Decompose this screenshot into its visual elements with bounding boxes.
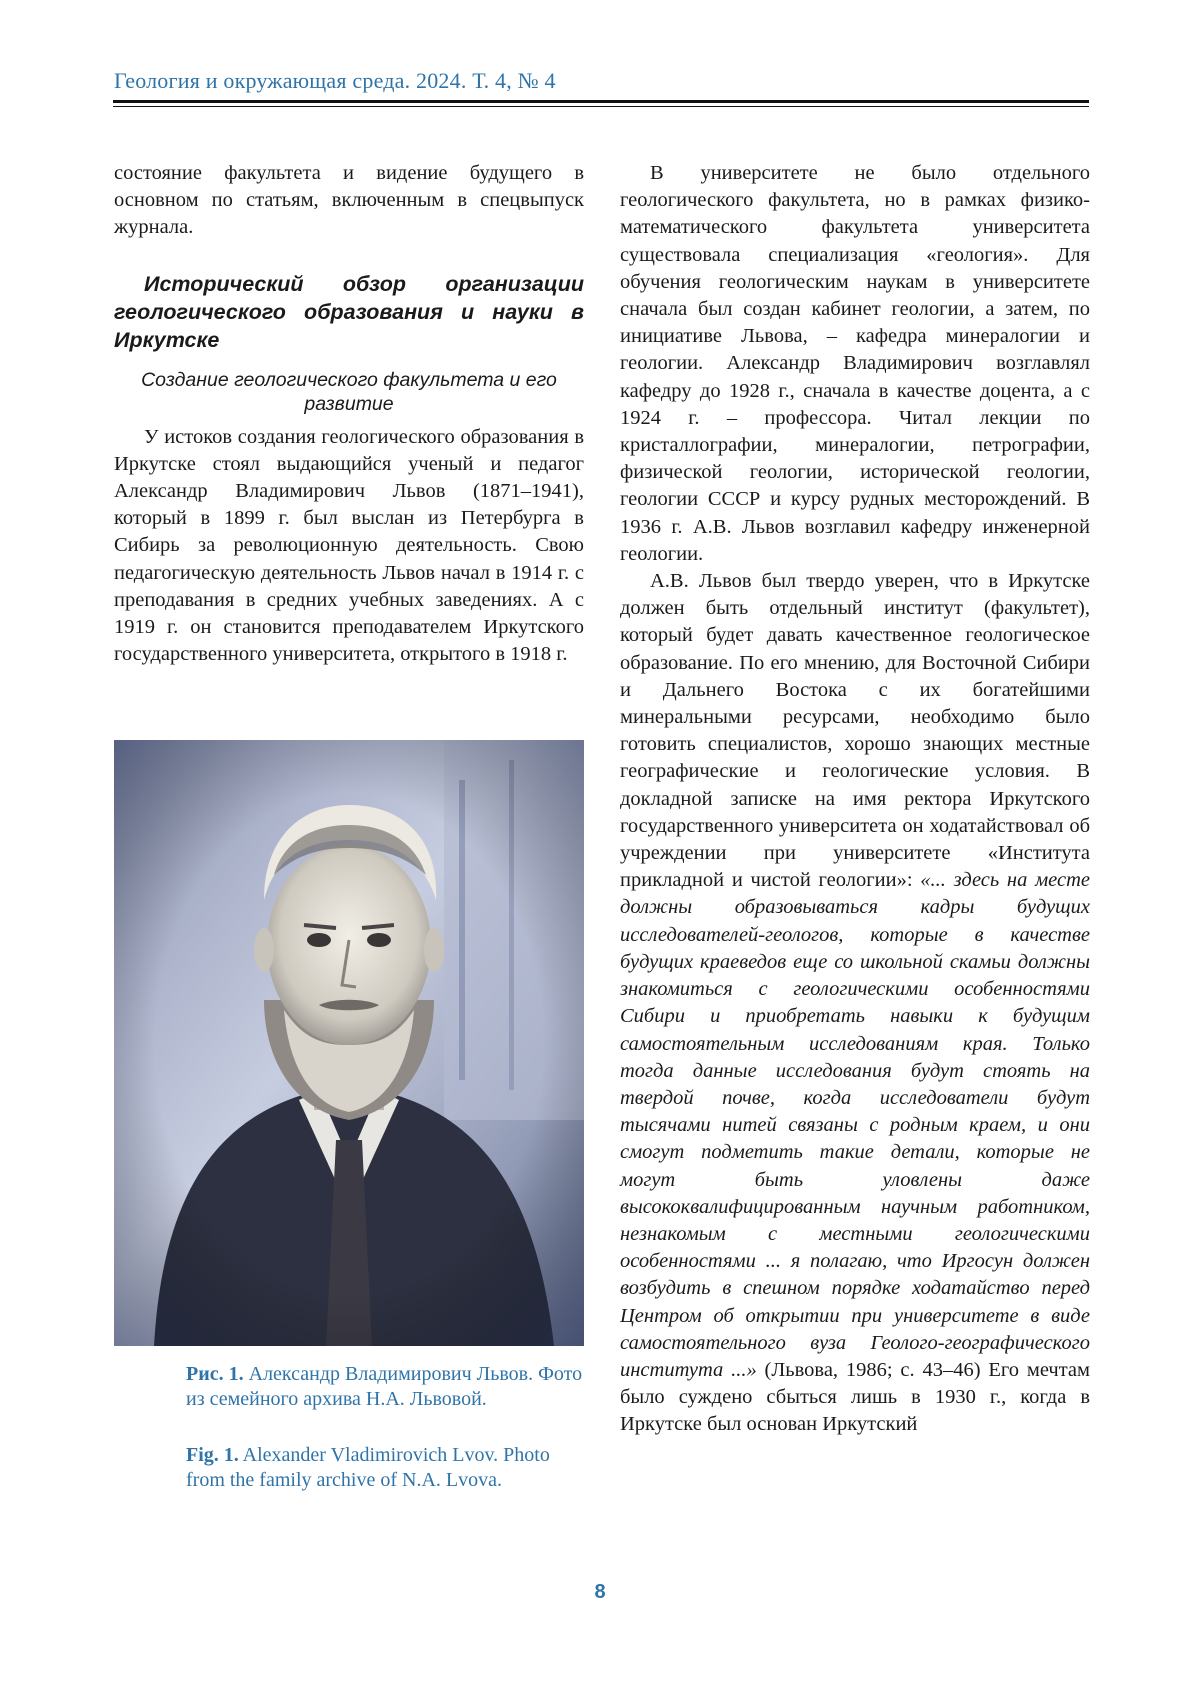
left-column [114, 160, 584, 668]
figure-caption-ru [186, 1362, 586, 1412]
right-paragraph-1: В университете не было отдельного геологического факультета, но в рамках физико-математического факультета университета существовала специализация «геология». Для обучения геологическим наукам в университете сначала был создан кабинет геологии, а затем, по инициативе Львова, – кафедра минералогии и геологии. Александр Владимирович возглавлял кафедру до 1928 г., сначала в качестве доцента, а с 1924 г. – профессора. Читал лекции по кристаллографии, минералогии, петрографии, физической геологии, исторической геологии, геологии СССР и курсу рудных месторождений. В 1936 г. А.В. Львов возглавил кафедру инженерной геологии. [620, 162, 1090, 565]
portrait-photo [114, 740, 584, 1346]
caption-ru-text: Александр Владимирович Львов. Фото из семейного архива Н.А. Львовой. [186, 1363, 583, 1410]
lvov-quote: «... здесь на месте должны образовываться кадры будущих исследователей-геологов, которые в качестве будущих краеведов еще со школьной скамьи должны знакомиться с геологическими особенностями Сибири и приобретать навыки к будущим самостоятельным исследованиям края. Только тогда данные исследования будут стоять на твердой почве, когда исследователи будут тысячами нитей связаны с родным краем, и они смогут подметить такие детали, которые не могут быть уловлены даже высококвалифицированным научным работником, незнакомым с местными геологическими особенностями ... я полагаю, что Иргосун должен возбудить в спешном порядке ходатайство перед Центром об открытии при университете в виде самостоятельного вуза Геолого-географического института ...» [620, 869, 1090, 1381]
continued-paragraph: состояние факультета и видение будущего в основном по статьям, включенным в спецвыпуск журнала. [114, 162, 584, 239]
left-paragraph-1: У истоков создания геологического образования в Иркутске стоял выдающийся ученый и педагог Александр Владимирович Львов (1871–1941), который в 1899 г. был выслан из Петербурга в Сибирь за революционную деятельность. Свою педагогическую деятельность Львов начал в 1914 г. с преподавания в средних учебных заведениях. А с 1919 г. он становится преподавателем Иркутского государственного университета, открытого в 1918 г. [114, 425, 584, 666]
section-heading: Исторический обзор организации геологического образования и науки в Иркутске [114, 271, 584, 352]
figure-caption-en [186, 1443, 586, 1493]
paragraph-2-end: (Львова, 1986; с. 43–46) Его мечтам было суждено сбыться лишь в 1930 г., когда в Иркутске был основан Иркутский [620, 1358, 1090, 1436]
subsection-heading: Создание геологического факультета и его развитие [141, 368, 557, 415]
caption-ru-label: Рис. 1. [186, 1363, 244, 1385]
header-rule [113, 100, 1089, 103]
running-header: Геология и окружающая среда. 2024. Т. 4, № 4 [114, 68, 556, 93]
right-paragraph-2 [620, 568, 1090, 1439]
paragraph-2-start: А.В. Львов был твердо уверен, что в Иркутске должен быть отдельный институт (факультет), который будет давать качественное геологическое образование. По его мнению, для Восточной Сибири и Дальнего Востока с их богатейшими минеральными ресурсами, необходимо было готовить специалистов, хорошо знающих местные географические и геологические условия. В докладной записке на имя ректора Иркутского государственного университета он ходатайствовал об учреждении при университете «Института прикладной и чистой геологии»: [620, 570, 1090, 892]
page-number: 8 [594, 1581, 606, 1603]
caption-en-text: Alexander Vladimirovich Lvov. Photo from the family archive of N.A. Lvova. [186, 1444, 550, 1491]
caption-en-label: Fig. 1. [186, 1444, 239, 1466]
right-column [620, 160, 1090, 1439]
header-rule-thin [113, 106, 1089, 107]
portrait-illustration [114, 740, 584, 1346]
